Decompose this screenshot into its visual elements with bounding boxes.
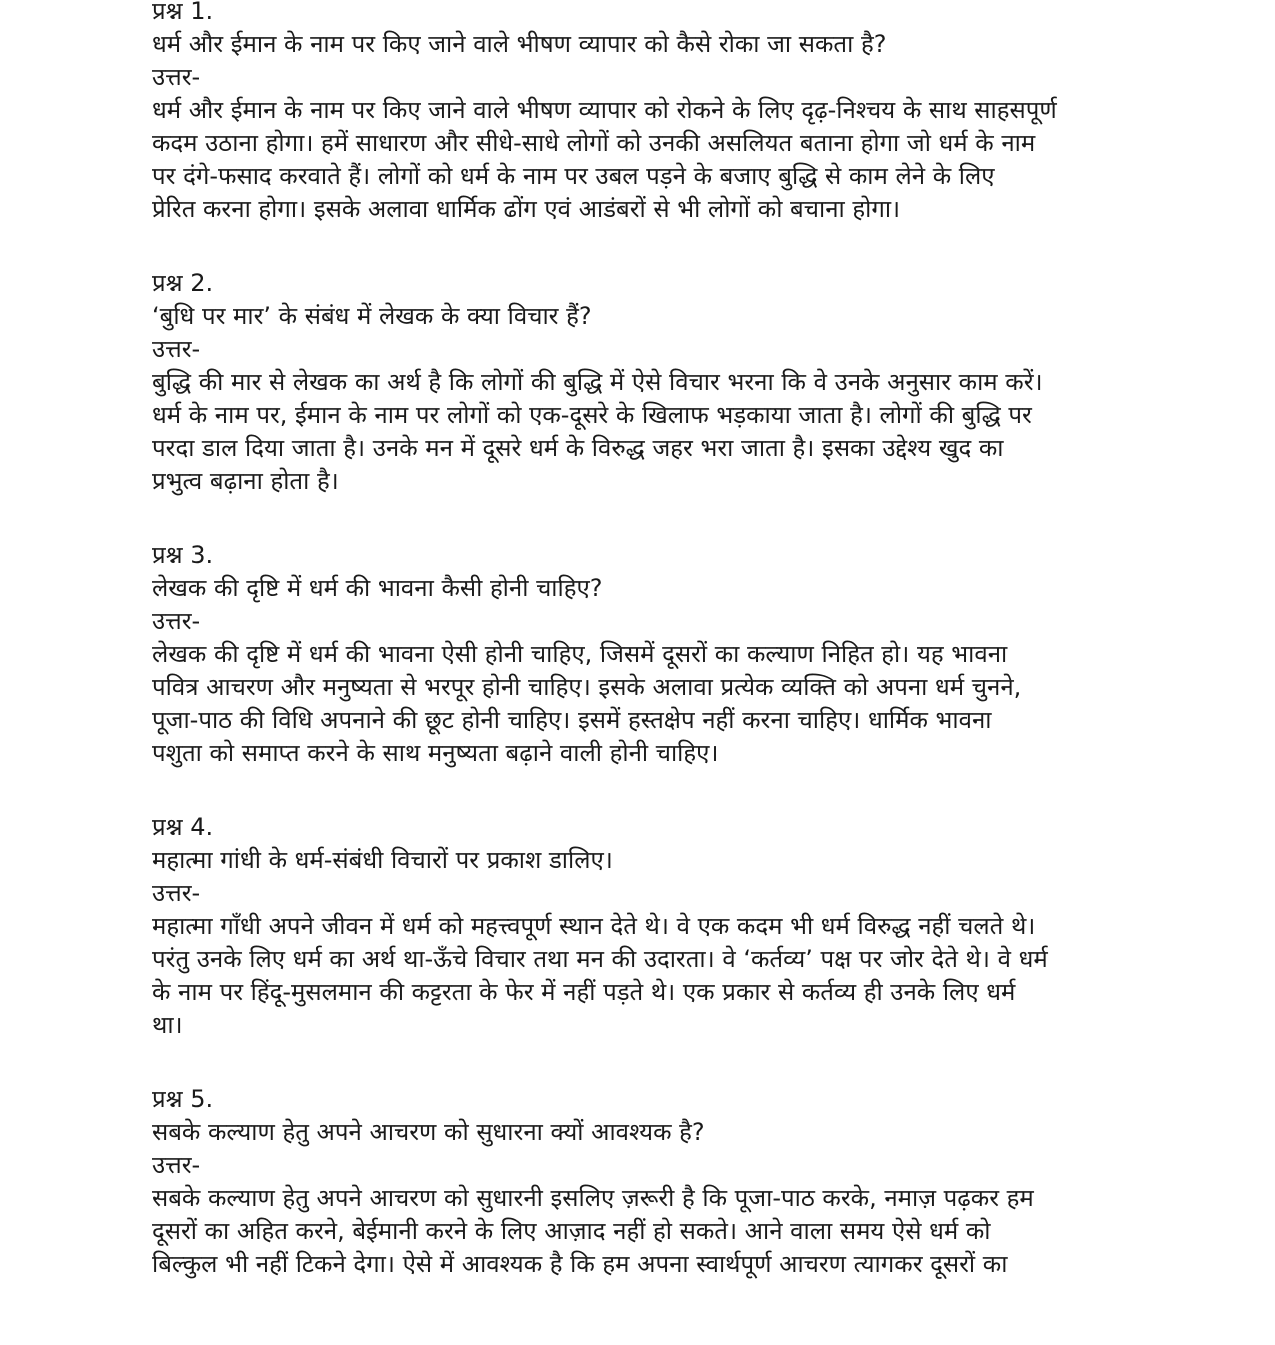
answer-label: उत्तर- (152, 1151, 201, 1179)
answer-line: महात्मा गाँधी अपने जीवन में धर्म को महत्त्वपूर्ण स्थान देते थे। वे एक कदम भी धर्म विरुद्ध नहीं चलते थे। (152, 912, 1036, 940)
question-block-1 (152, 0, 1137, 226)
spacer (152, 498, 1137, 539)
question-number: प्रश्न 1. (152, 0, 214, 25)
spacer (152, 770, 1137, 811)
answer-label: उत्तर- (152, 607, 201, 635)
question-block-5 (152, 1083, 1137, 1281)
question-text: सबके कल्याण हेतु अपने आचरण को सुधारना क्यों आवश्यक है? (152, 1118, 705, 1146)
answer-line: बिल्कुल भी नहीं टिकने देगा। ऐसे में आवश्यक है कि हम अपना स्वार्थपूर्ण आचरण त्यागकर दूसरों का (152, 1250, 1008, 1278)
answer-line: था। (152, 1011, 183, 1039)
question-text: धर्म और ईमान के नाम पर किए जाने वाले भीषण व्यापार को कैसे रोका जा सकता है? (152, 30, 887, 58)
answer-line: दूसरों का अहित करने, बेईमानी करने के लिए आज़ाद नहीं हो सकते। आने वाला समय ऐसे धर्म को (152, 1217, 991, 1245)
document-page (152, 0, 1137, 1281)
answer-line: धर्म और ईमान के नाम पर किए जाने वाले भीषण व्यापार को रोकने के लिए दृढ़-निश्चय के साथ साहसपूर्ण (152, 96, 1057, 124)
answer-line: पर दंगे-फसाद करवाते हैं। लोगों को धर्म के नाम पर उबल पड़ने के बजाए बुद्धि से काम लेने के लिए (152, 162, 995, 190)
question-number: प्रश्न 5. (152, 1085, 214, 1113)
question-block-4 (152, 811, 1137, 1042)
answer-label: उत्तर- (152, 879, 201, 907)
spacer (152, 226, 1137, 267)
answer-label: उत्तर- (152, 335, 201, 363)
answer-line: पशुता को समाप्त करने के साथ मनुष्यता बढ़ाने वाली होनी चाहिए। (152, 739, 719, 767)
question-number: प्रश्न 3. (152, 541, 214, 569)
question-text: लेखक की दृष्टि में धर्म की भावना कैसी होनी चाहिए? (152, 574, 603, 602)
answer-line: धर्म के नाम पर, ईमान के नाम पर लोगों को एक-दूसरे के खिलाफ भड़काया जाता है। लोगों की बुद्धि पर (152, 401, 1032, 429)
question-block-3 (152, 539, 1137, 770)
answer-line: पूजा-पाठ की विधि अपनाने की छूट होनी चाहिए। इसमें हस्तक्षेप नहीं करना चाहिए। धार्मिक भावना (152, 706, 992, 734)
answer-line: परंतु उनके लिए धर्म का अर्थ था-ऊँचे विचार तथा मन की उदारता। वे ‘कर्तव्य’ पक्ष पर जोर देते थे। वे धर्म (152, 945, 1048, 973)
answer-line: लेखक की दृष्टि में धर्म की भावना ऐसी होनी चाहिए, जिसमें दूसरों का कल्याण निहित हो। यह भावना (152, 640, 1008, 668)
answer-line: प्रभुत्व बढ़ाना होता है। (152, 467, 339, 495)
answer-line: परदा डाल दिया जाता है। उनके मन में दूसरे धर्म के विरुद्ध जहर भरा जाता है। इसका उद्देश्य खुद का (152, 434, 1004, 462)
answer-line: सबके कल्याण हेतु अपने आचरण को सुधारनी इसलिए ज़रूरी है कि पूजा-पाठ करके, नमाज़ पढ़कर हम (152, 1184, 1034, 1212)
answer-line: कदम उठाना होगा। हमें साधारण और सीधे-साधे लोगों को उनकी असलियत बताना होगा जो धर्म के नाम (152, 129, 1036, 157)
answer-line: बुद्धि की मार से लेखक का अर्थ है कि लोगों की बुद्धि में ऐसे विचार भरना कि वे उनके अनुसार काम करें। (152, 368, 1043, 396)
answer-label: उत्तर- (152, 63, 201, 91)
spacer (152, 1042, 1137, 1083)
answer-line: पवित्र आचरण और मनुष्यता से भरपूर होनी चाहिए। इसके अलावा प्रत्येक व्यक्ति को अपना धर्म चुनने, (152, 673, 1022, 701)
question-text: महात्मा गांधी के धर्म-संबंधी विचारों पर प्रकाश डालिए। (152, 846, 613, 874)
answer-line: के नाम पर हिंदू-मुसलमान की कट्टरता के फेर में नहीं पड़ते थे। एक प्रकार से कर्तव्य ही उनके लिए धर्म (152, 978, 1016, 1006)
question-block-2 (152, 267, 1137, 498)
question-text: ‘बुधि पर मार’ के संबंध में लेखक के क्या विचार हैं? (152, 302, 592, 330)
question-number: प्रश्न 4. (152, 813, 214, 841)
answer-line: प्रेरित करना होगा। इसके अलावा धार्मिक ढोंग एवं आडंबरों से भी लोगों को बचाना होगा। (152, 195, 901, 223)
question-number: प्रश्न 2. (152, 269, 214, 297)
